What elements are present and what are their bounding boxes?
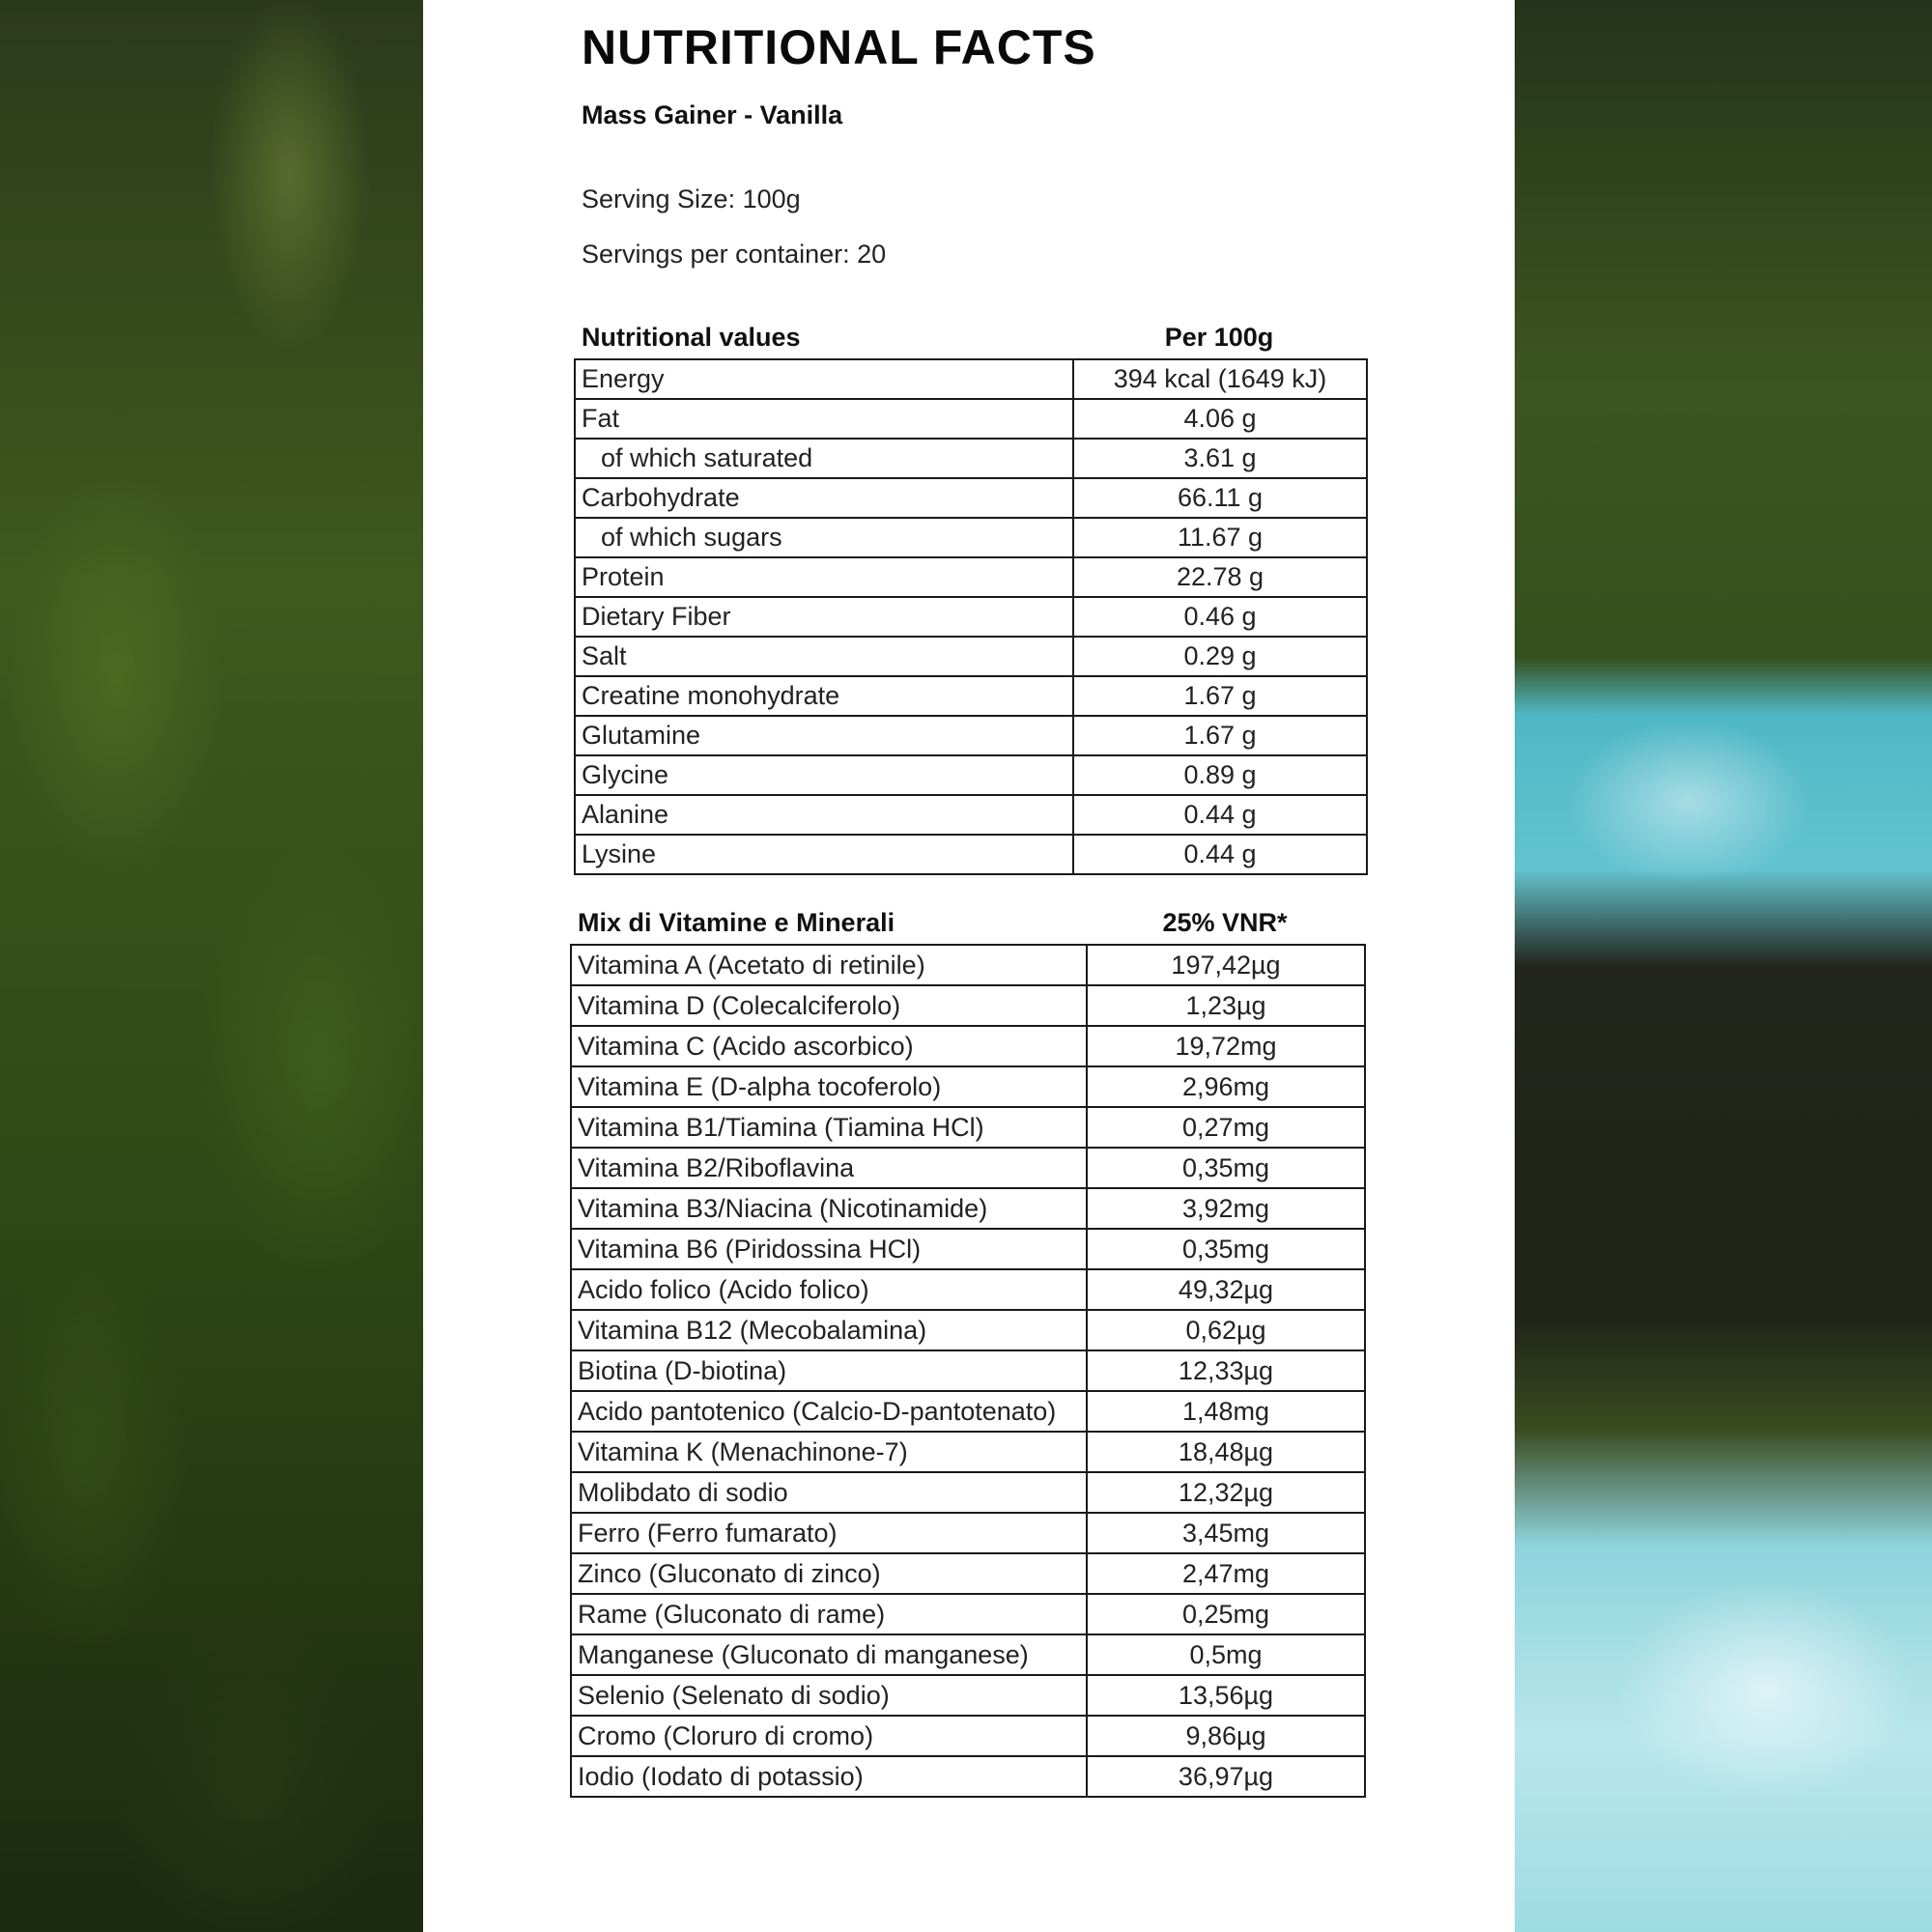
row-label: Vitamina B3/Niacina (Nicotinamide) [571, 1188, 1087, 1229]
table-row [571, 985, 1365, 1026]
row-label: Salt [575, 637, 1073, 676]
row-label: Biotina (D-biotina) [571, 1350, 1087, 1391]
table-row [571, 1553, 1365, 1594]
forest-moss-background [0, 0, 423, 1932]
table-row [575, 795, 1367, 835]
row-value: 19,72mg [1087, 1026, 1365, 1066]
row-value: 0,35mg [1087, 1229, 1365, 1269]
row-label: Vitamina B1/Tiamina (Tiamina HCl) [571, 1107, 1087, 1148]
table-row [575, 518, 1367, 557]
row-value: 197,42µg [1087, 945, 1365, 985]
row-value: 1,48mg [1087, 1391, 1365, 1432]
table-row [571, 1310, 1365, 1350]
row-value: 18,48µg [1087, 1432, 1365, 1472]
row-value: 2,96mg [1087, 1066, 1365, 1107]
row-label: Fat [575, 399, 1073, 439]
row-value: 394 kcal (1649 kJ) [1073, 359, 1367, 399]
table-row [575, 835, 1367, 874]
row-value: 36,97µg [1087, 1756, 1365, 1797]
row-label: Ferro (Ferro fumarato) [571, 1513, 1087, 1553]
table-row [575, 439, 1367, 478]
table-row [571, 1716, 1365, 1756]
product-name: Mass Gainer - Vanilla [582, 100, 843, 129]
row-label: Creatine monohydrate [575, 676, 1073, 716]
table-row [571, 1634, 1365, 1675]
river-waterfall-background [1515, 0, 1932, 1932]
row-value: 11.67 g [1073, 518, 1367, 557]
row-value: 0.89 g [1073, 755, 1367, 795]
row-label: Glycine [575, 755, 1073, 795]
row-value: 3.61 g [1073, 439, 1367, 478]
nutritional-values-table [574, 358, 1368, 875]
table-row [575, 755, 1367, 795]
row-label: Lysine [575, 835, 1073, 874]
table-row [575, 637, 1367, 676]
row-label: Vitamina A (Acetato di retinile) [571, 945, 1087, 985]
row-label: Energy [575, 359, 1073, 399]
vitamins-header-label: Mix di Vitamine e Minerali [578, 908, 895, 937]
row-label: Glutamine [575, 716, 1073, 755]
table-row [575, 359, 1367, 399]
table-row [571, 1188, 1365, 1229]
vitamins-minerals-table [570, 944, 1366, 1798]
row-value: 3,92mg [1087, 1188, 1365, 1229]
table-row [571, 1066, 1365, 1107]
vitamins-header-value: 25% VNR* [1162, 908, 1288, 937]
vitamins-header [578, 908, 1364, 938]
table-row [571, 1432, 1365, 1472]
row-value: 12,33µg [1087, 1350, 1365, 1391]
nutritional-values-header [582, 323, 1366, 353]
table-row [571, 1472, 1365, 1513]
row-value: 9,86µg [1087, 1716, 1365, 1756]
row-label: Vitamina C (Acido ascorbico) [571, 1026, 1087, 1066]
row-value: 1.67 g [1073, 716, 1367, 755]
table-row [571, 945, 1365, 985]
row-label: Carbohydrate [575, 478, 1073, 518]
table-row [575, 557, 1367, 597]
row-value: 49,32µg [1087, 1269, 1365, 1310]
table-row [571, 1229, 1365, 1269]
table-row [571, 1391, 1365, 1432]
row-value: 0.44 g [1073, 795, 1367, 835]
table-row [571, 1026, 1365, 1066]
table-row [571, 1513, 1365, 1553]
table-row [571, 1148, 1365, 1188]
row-value: 66.11 g [1073, 478, 1367, 518]
table-row [571, 1675, 1365, 1716]
row-label: Vitamina D (Colecalciferolo) [571, 985, 1087, 1026]
row-value: 0,35mg [1087, 1148, 1365, 1188]
row-label: Vitamina B6 (Piridossina HCl) [571, 1229, 1087, 1269]
row-value: 0,25mg [1087, 1594, 1365, 1634]
row-value: 4.06 g [1073, 399, 1367, 439]
row-label: Cromo (Cloruro di cromo) [571, 1716, 1087, 1756]
row-value: 0,27mg [1087, 1107, 1365, 1148]
row-label: Zinco (Gluconato di zinco) [571, 1553, 1087, 1594]
serving-size: Serving Size: 100g [582, 185, 801, 213]
row-label: Dietary Fiber [575, 597, 1073, 637]
table-row [571, 1594, 1365, 1634]
row-label: Rame (Gluconato di rame) [571, 1594, 1087, 1634]
table-row [575, 478, 1367, 518]
row-value: 13,56µg [1087, 1675, 1365, 1716]
table-row [571, 1756, 1365, 1797]
row-label: Vitamina B2/Riboflavina [571, 1148, 1087, 1188]
row-value: 0.44 g [1073, 835, 1367, 874]
row-label: Alanine [575, 795, 1073, 835]
row-label: Vitamina B12 (Mecobalamina) [571, 1310, 1087, 1350]
servings-per-container: Servings per container: 20 [582, 240, 887, 269]
nutritional-values-header-value: Per 100g [1164, 323, 1274, 352]
row-label: Iodio (Iodato di potassio) [571, 1756, 1087, 1797]
row-value: 22.78 g [1073, 557, 1367, 597]
row-label: Acido folico (Acido folico) [571, 1269, 1087, 1310]
table-row [571, 1350, 1365, 1391]
page-title: NUTRITIONAL FACTS [582, 20, 1096, 74]
row-label: Vitamina E (D-alpha tocoferolo) [571, 1066, 1087, 1107]
row-label: Protein [575, 557, 1073, 597]
row-value: 0.29 g [1073, 637, 1367, 676]
table-row [571, 1107, 1365, 1148]
table-row [575, 399, 1367, 439]
row-value: 0,62µg [1087, 1310, 1365, 1350]
table-row [575, 716, 1367, 755]
row-value: 1.67 g [1073, 676, 1367, 716]
row-value: 2,47mg [1087, 1553, 1365, 1594]
row-value: 0,5mg [1087, 1634, 1365, 1675]
row-label: of which sugars [575, 518, 1073, 557]
row-label: Acido pantotenico (Calcio-D-pantotenato) [571, 1391, 1087, 1432]
table-row [571, 1269, 1365, 1310]
row-label: Molibdato di sodio [571, 1472, 1087, 1513]
row-label: Manganese (Gluconato di manganese) [571, 1634, 1087, 1675]
nutritional-values-header-label: Nutritional values [582, 323, 801, 352]
row-value: 12,32µg [1087, 1472, 1365, 1513]
row-value: 0.46 g [1073, 597, 1367, 637]
table-row [575, 676, 1367, 716]
row-label: Selenio (Selenato di sodio) [571, 1675, 1087, 1716]
row-label: Vitamina K (Menachinone-7) [571, 1432, 1087, 1472]
row-value: 1,23µg [1087, 985, 1365, 1026]
row-value: 3,45mg [1087, 1513, 1365, 1553]
row-label: of which saturated [575, 439, 1073, 478]
table-row [575, 597, 1367, 637]
